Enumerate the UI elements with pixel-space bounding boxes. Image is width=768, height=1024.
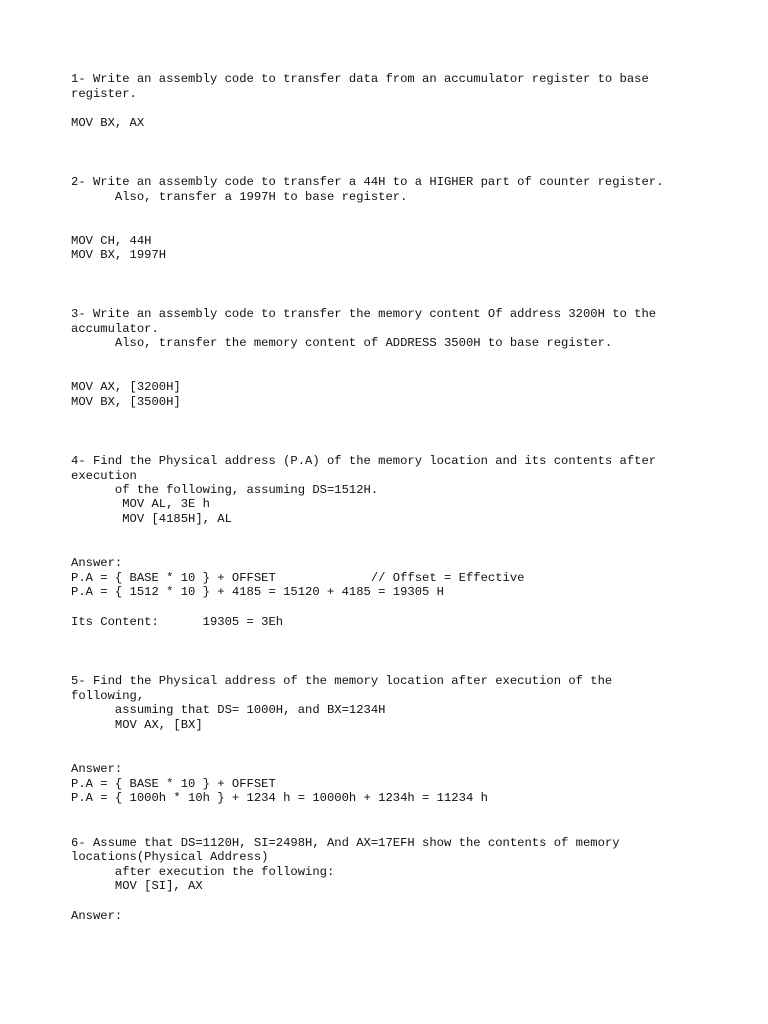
question-6-answer-label: Answer: bbox=[71, 909, 123, 923]
question-6-text-line-3: after execution the following: bbox=[71, 865, 335, 879]
question-4-answer-label: Answer: bbox=[71, 556, 123, 570]
question-5-answer-line-1: P.A = { BASE * 10 } + OFFSET bbox=[71, 777, 276, 791]
question-5-text-line-3: assuming that DS= 1000H, and BX=1234H bbox=[71, 703, 386, 717]
question-2-text-line-1: 2- Write an assembly code to transfer a 44H to a HIGHER part of counter register. bbox=[71, 175, 664, 189]
question-4-text-line-5: MOV [4185H], AL bbox=[71, 512, 232, 526]
question-4-text-line-3: of the following, assuming DS=1512H. bbox=[71, 483, 379, 497]
question-6-text-line-1: 6- Assume that DS=1120H, SI=2498H, And AX=17EFH show the contents of memory bbox=[71, 836, 620, 850]
question-3-text-line-2: accumulator. bbox=[71, 322, 159, 336]
question-1-text-line-2: register. bbox=[71, 87, 137, 101]
question-1-text-line-1: 1- Write an assembly code to transfer data from an accumulator register to base bbox=[71, 72, 649, 86]
question-4-answer-line-2: P.A = { 1512 * 10 } + 4185 = 15120 + 4185 = 19305 H bbox=[71, 585, 444, 599]
question-6-text-line-2: locations(Physical Address) bbox=[71, 850, 269, 864]
question-4-answer-line-1: P.A = { BASE * 10 } + OFFSET // Offset = Effective bbox=[71, 571, 525, 585]
question-5-answer-line-2: P.A = { 1000h * 10h } + 1234 h = 10000h + 1234h = 11234 h bbox=[71, 791, 488, 805]
question-4-text-line-2: execution bbox=[71, 469, 137, 483]
question-2-text-line-2: Also, transfer a 1997H to base register. bbox=[71, 190, 408, 204]
question-4-text-line-1: 4- Find the Physical address (P.A) of the memory location and its contents after bbox=[71, 454, 657, 468]
question-5-answer-label: Answer: bbox=[71, 762, 123, 776]
question-2-code-line-1: MOV CH, 44H bbox=[71, 234, 152, 248]
question-3-text-line-1: 3- Write an assembly code to transfer the memory content Of address 3200H to the bbox=[71, 307, 657, 321]
question-2-code-line-2: MOV BX, 1997H bbox=[71, 248, 167, 262]
question-5-text-line-4: MOV AX, [BX] bbox=[71, 718, 203, 732]
question-3-code-line-2: MOV BX, [3500H] bbox=[71, 395, 181, 409]
question-5-text-line-2: following, bbox=[71, 689, 145, 703]
question-1-code-line-1: MOV BX, AX bbox=[71, 116, 145, 130]
question-6-text-line-4: MOV [SI], AX bbox=[71, 879, 203, 893]
question-3-text-line-3: Also, transfer the memory content of ADDRESS 3500H to base register. bbox=[71, 336, 613, 350]
question-4-content-line: Its Content: 19305 = 3Eh bbox=[71, 615, 284, 629]
question-3-code-line-1: MOV AX, [3200H] bbox=[71, 380, 181, 394]
question-4-text-line-4: MOV AL, 3E h bbox=[71, 497, 210, 511]
question-5-text-line-1: 5- Find the Physical address of the memory location after execution of the bbox=[71, 674, 613, 688]
